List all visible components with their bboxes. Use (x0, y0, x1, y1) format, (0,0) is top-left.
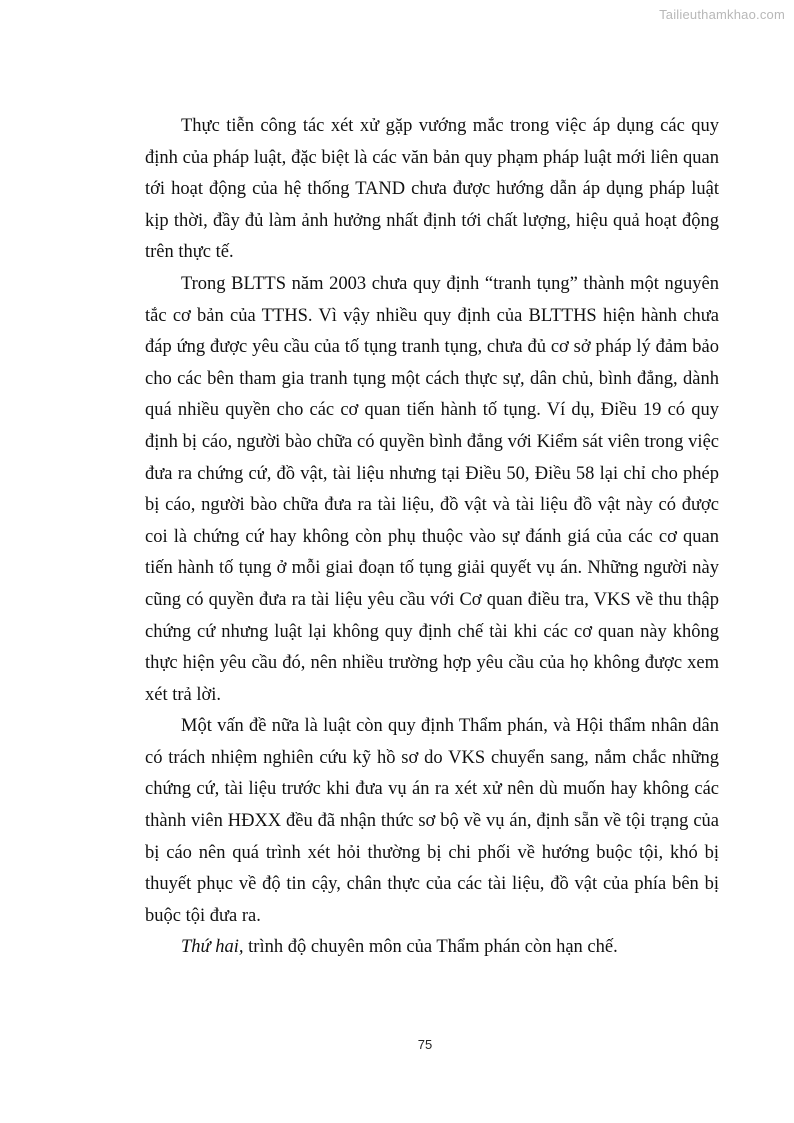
document-body (145, 111, 719, 964)
paragraph-1: Thực tiễn công tác xét xử gặp vướng mắc trong việc áp dụng các quy định của pháp luật, đặc biệt là các văn bản quy phạm pháp luật mới liên quan tới hoạt động của hệ thống TAND chưa được hướng dẫn áp dụng pháp luật kịp thời, đầy đủ làm ảnh hưởng nhất định tới chất lượng, hiệu quả hoạt động trên thực tế. (145, 116, 719, 263)
paragraph-4 (145, 932, 719, 964)
paragraph-4-lead: Thứ hai, (181, 937, 244, 958)
paragraph-2: Trong BLTTS năm 2003 chưa quy định “tranh tụng” thành một nguyên tắc cơ bản của TTHS. Vì vậy nhiều quy định của BLTTHS hiện hành chưa đáp ứng được yêu cầu của tố tụng tranh tụng, chưa đủ cơ sở pháp lý đảm bảo cho các bên tham gia tranh tụng một cách thực sự, dân chủ, bình đẳng, dành quá nhiều quyền cho các cơ quan tiến hành tố tụng. Ví dụ, Điều 19 có quy định bị cáo, người bào chữa có quyền bình đẳng với Kiểm sát viên trong việc đưa ra chứng cứ, đồ vật, tài liệu nhưng tại Điều 50, Điều 58 lại chỉ cho phép bị cáo, người bào chữa đưa ra tài liệu, đồ vật và tài liệu đồ vật này có được coi là chứng cứ hay không còn phụ thuộc vào sự đánh giá của các cơ quan tiến hành tố tụng ở mỗi giai đoạn tố tụng giải quyết vụ án. Những người này cũng có quyền đưa ra tài liệu yêu cầu với Cơ quan điều tra, VKS về thu thập chứng cứ nhưng luật lại không quy định chế tài khi các cơ quan này không thực hiện yêu cầu đó, nên nhiều trường hợp yêu cầu của họ không được xem xét trả lời. (145, 273, 719, 705)
paragraph-3: Một vấn đề nữa là luật còn quy định Thẩm phán, và Hội thẩm nhân dân có trách nhiệm nghiên cứu kỹ hồ sơ do VKS chuyển sang, nắm chắc những chứng cứ, tài liệu trước khi đưa vụ án ra xét xử nên dù muốn hay không các thành viên HĐXX đều đã nhận thức sơ bộ về vụ án, định sẵn về tội trạng của bị cáo nên quá trình xét hỏi thường bị chi phối về hướng buộc tội, khó bị thuyết phục về độ tin cậy, chân thực của các tài liệu, đồ vật của phía bên bị buộc tội đưa ra. (145, 716, 719, 926)
watermark: Tailieuthamkhao.com (659, 7, 785, 22)
page-number: 75 (417, 1037, 433, 1052)
paragraph-4-text: trình độ chuyên môn của Thẩm phán còn hạn chế. (243, 937, 618, 958)
